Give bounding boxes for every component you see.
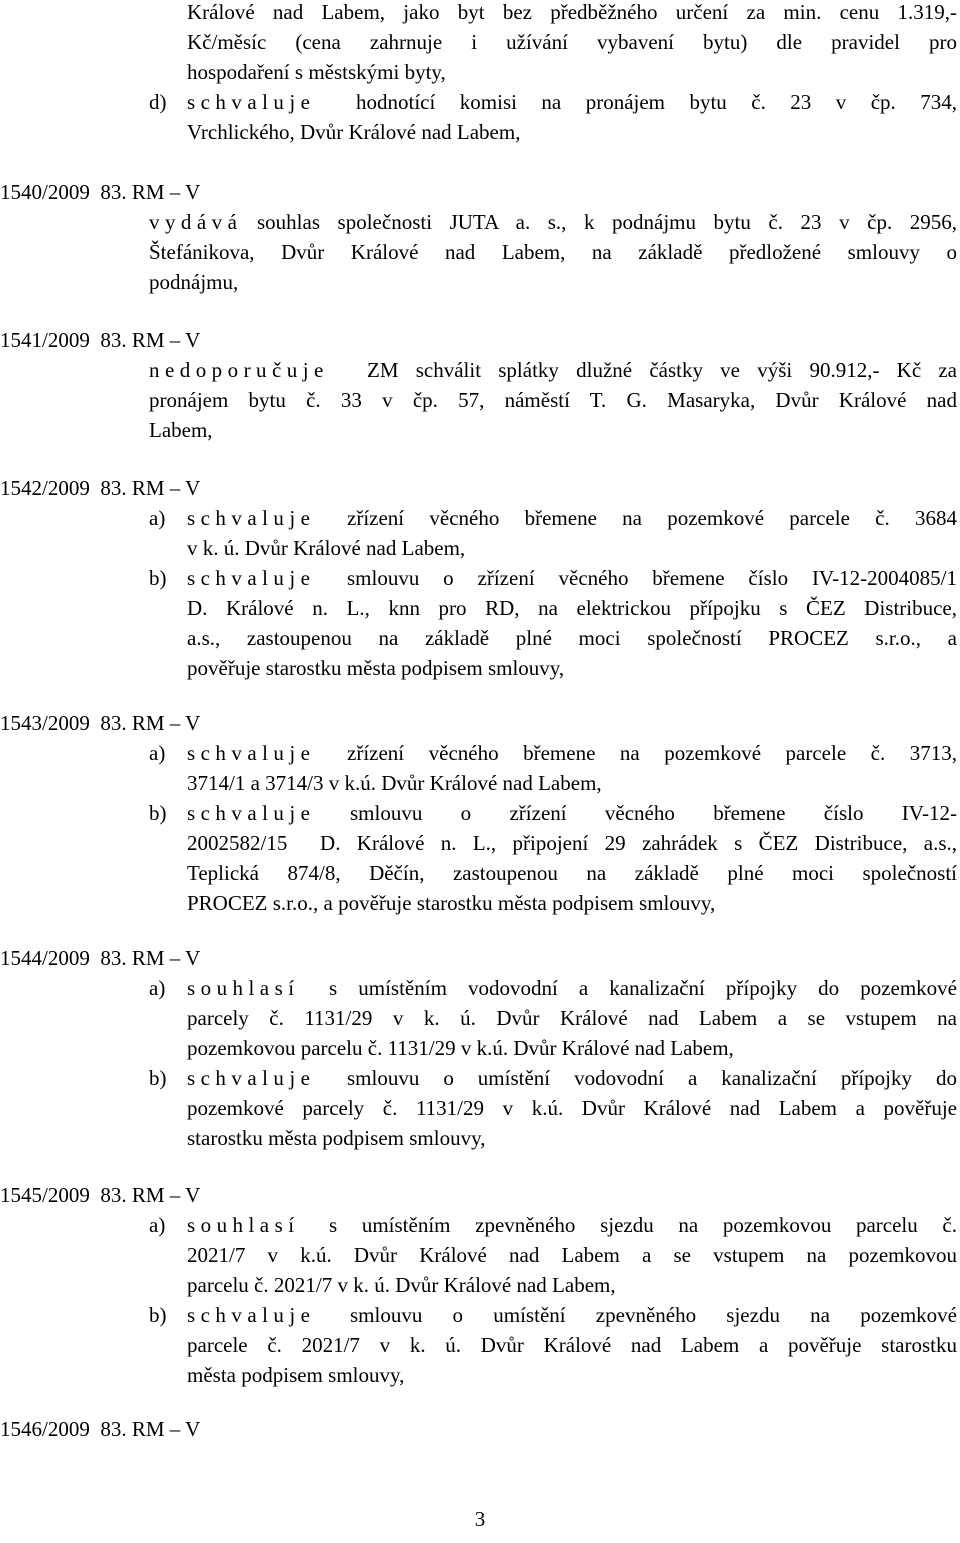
resolution-heading: 1543/2009 83. RM – V xyxy=(0,711,201,735)
verb-spaced: schvaluje xyxy=(187,566,316,590)
item-marker: d) xyxy=(149,90,167,114)
text-line: smlouvu o zřízení věcného břemene číslo IV-12- xyxy=(350,801,957,825)
item-marker: b) xyxy=(149,1303,167,1327)
text-line: parcele č. 2021/7 v k. ú. Dvůr Králové nad Labem a pověřuje starostku xyxy=(187,1333,957,1357)
text-line: Štefánikova, Dvůr Králové nad Labem, na základě předložené smlouvy o xyxy=(149,240,957,264)
verb-spaced: schvaluje xyxy=(187,801,316,825)
text-line: zřízení věcného břemene na pozemkové parcele č. 3684 xyxy=(347,506,957,530)
text-line: Labem, xyxy=(149,418,213,442)
resolution-heading: 1546/2009 83. RM – V xyxy=(0,1417,201,1441)
text-line: s umístěním zpevněného sjezdu na pozemkovou parcelu č. xyxy=(329,1213,957,1237)
text-line: 2021/7 v k.ú. Dvůr Králové nad Labem a se vstupem na pozemkovou xyxy=(187,1243,957,1267)
verb-spaced: souhlasí xyxy=(187,1213,300,1237)
text-line: pozemkovou parcelu č. 1131/29 v k.ú. Dvůr Králové nad Labem, xyxy=(187,1036,734,1060)
verb-spaced: schvaluje xyxy=(187,1066,316,1090)
text-line: Vrchlického, Dvůr Králové nad Labem, xyxy=(187,120,521,144)
text-line: ZM schválit splátky dlužné částky ve výši 90.912,- Kč za xyxy=(367,358,957,382)
text-line: 2002582/15 D. Králové n. L., připojení 29 zahrádek s ČEZ Distribuce, a.s., xyxy=(187,831,957,855)
resolution-heading: 1542/2009 83. RM – V xyxy=(0,476,201,500)
text-line: Kč/měsíc (cena zahrnuje i užívání vybavení bytu) dle pravidel pro xyxy=(187,30,957,54)
text-line: podnájmu, xyxy=(149,270,239,294)
text-line: smlouvu o umístění vodovodní a kanalizační přípojky do xyxy=(347,1066,957,1090)
text-line: starostku města podpisem smlouvy, xyxy=(187,1126,486,1150)
text-line: a.s., zastoupenou na základě plné moci společností PROCEZ s.r.o., a xyxy=(187,626,957,650)
text-line: D. Králové n. L., knn pro RD, na elektrickou přípojku s ČEZ Distribuce, xyxy=(187,596,957,620)
resolution-heading: 1545/2009 83. RM – V xyxy=(0,1183,201,1207)
text-line: Teplická 874/8, Děčín, zastoupenou na základě plné moci společností xyxy=(187,861,957,885)
text-line: smlouvu o zřízení věcného břemene číslo IV-12-2004085/1 xyxy=(347,566,957,590)
verb-spaced: souhlasí xyxy=(187,976,300,1000)
text-line: parcely č. 1131/29 v k. ú. Dvůr Králové nad Labem a se vstupem na xyxy=(187,1006,957,1030)
resolution-heading: 1544/2009 83. RM – V xyxy=(0,946,201,970)
item-marker: b) xyxy=(149,801,167,825)
item-marker: a) xyxy=(149,506,166,530)
text-line: parcelu č. 2021/7 v k. ú. Dvůr Králové nad Labem, xyxy=(187,1273,616,1297)
text-line: hodnotící komisi na pronájem bytu č. 23 v čp. 734, xyxy=(356,90,957,114)
item-marker: a) xyxy=(149,1213,166,1237)
verb-spaced: schvaluje xyxy=(187,741,316,765)
verb-spaced: nedoporučuje xyxy=(149,358,329,382)
page-number: 3 xyxy=(474,1507,486,1531)
text-line: s umístěním vodovodní a kanalizační přípojky do pozemkové xyxy=(329,976,957,1000)
item-marker: b) xyxy=(149,1066,167,1090)
resolution-heading: 1541/2009 83. RM – V xyxy=(0,328,201,352)
item-marker: b) xyxy=(149,566,167,590)
text-line: pozemkové parcely č. 1131/29 v k.ú. Dvůr Králové nad Labem a pověřuje xyxy=(187,1096,957,1120)
text-line: 3714/1 a 3714/3 v k.ú. Dvůr Králové nad Labem, xyxy=(187,771,602,795)
verb-spaced: schvaluje xyxy=(187,506,316,530)
item-marker: a) xyxy=(149,976,166,1000)
item-marker: a) xyxy=(149,741,166,765)
text-line: zřízení věcného břemene na pozemkové parcele č. 3713, xyxy=(347,741,957,765)
verb-spaced: schvaluje xyxy=(187,90,316,114)
text-line: PROCEZ s.r.o., a pověřuje starostku města podpisem smlouvy, xyxy=(187,891,716,915)
text-line: pověřuje starostku města podpisem smlouvy, xyxy=(187,656,565,680)
text-line: města podpisem smlouvy, xyxy=(187,1363,405,1387)
verb-spaced: schvaluje xyxy=(187,1303,316,1327)
text-line: hospodaření s městskými byty, xyxy=(187,60,446,84)
verb-spaced: vydává xyxy=(149,210,243,234)
text-line: v k. ú. Dvůr Králové nad Labem, xyxy=(187,536,466,560)
text-line: smlouvu o umístění zpevněného sjezdu na pozemkové xyxy=(350,1303,957,1327)
text-line: souhlas společnosti JUTA a. s., k podnájmu bytu č. 23 v čp. 2956, xyxy=(257,210,957,234)
resolution-heading: 1540/2009 83. RM – V xyxy=(0,180,201,204)
text-line: pronájem bytu č. 33 v čp. 57, náměstí T. G. Masaryka, Dvůr Králové nad xyxy=(149,388,957,412)
text-line: Králové nad Labem, jako byt bez předběžného určení za min. cenu 1.319,- xyxy=(187,0,957,24)
